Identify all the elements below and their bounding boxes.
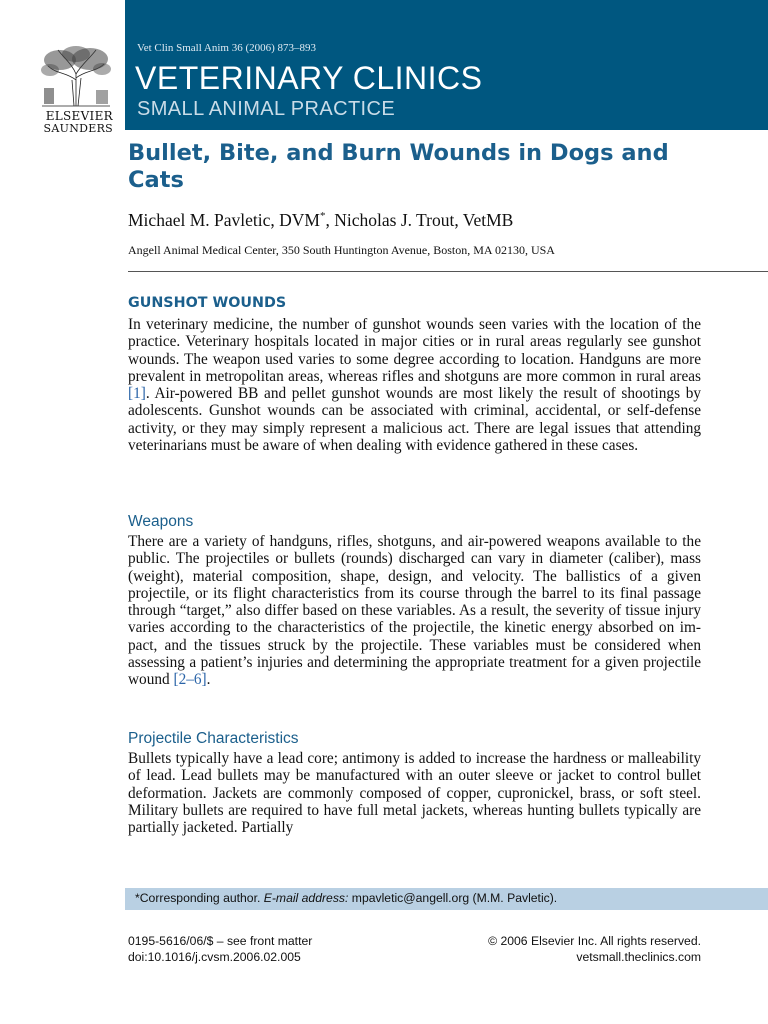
corresponding-author-footnote	[135, 891, 557, 905]
author-2: Nicholas J. Trout, VetMB	[334, 210, 514, 230]
author-separator: ,	[325, 210, 335, 230]
publisher-logo	[0, 0, 125, 140]
subsection-heading-weapons: Weapons	[128, 513, 194, 530]
journal-citation: Vet Clin Small Anim 36 (2006) 873–893	[137, 42, 317, 54]
website-link[interactable]: vetsmall.theclinics.com	[576, 950, 701, 964]
front-matter-info	[128, 933, 312, 965]
copyright-line: © 2006 Elsevier Inc. All rights reserved.	[488, 934, 701, 948]
article-title: Bullet, Bite, and Burn Wounds in Dogs and Cats	[128, 140, 669, 193]
paragraph-text: .	[206, 671, 211, 689]
journal-banner	[125, 0, 768, 130]
author-1: Michael M. Pavletic, DVM	[128, 210, 320, 230]
footnote-prefix: *Corresponding author.	[135, 891, 264, 905]
journal-title: VETERINARY CLINICS	[135, 60, 483, 96]
journal-subtitle: SMALL ANIMAL PRACTICE	[137, 98, 396, 120]
paragraph-text: There are a variety of handguns, rifles, shotguns, and air-powered weapons available to the public. The projectiles or bullets (rounds) discharged can vary in diameter (caliber), mass (weight), material composition, shape, design, and velocity. The ballistics of a given projectile, or its flight characteristics from its course through the barrel to its final passage through “target,” also differ based on these variables. As a result, the severity of tissue injury varies according to the characteristics of the projectile, the kinetic energy absorbed on impact, and the tissues struck by the projectile. These variables must be considered when assessing a patient’s injuries and determining the appropriate treatment for a given projectile wound	[128, 533, 701, 689]
email-value: mpavletic@angell.org (M.M. Pavletic).	[348, 891, 558, 905]
issn-line: 0195-5616/06/$ – see front matter	[128, 934, 313, 948]
paragraph-projectile: Bullets typically have a lead core; antimony is added to increase the hardness or malleability of lead. Lead bullets may be manufactured with an outer sleeve or jacket to control bullet deformation. Jackets are commonly composed of copper, cupronickel, brass, or soft steel. Military bullets are required to have full metal jackets, whereas hunting bullets typically are partially jacketed. Partially	[128, 750, 701, 837]
section-heading-gunshot: GUNSHOT WOUNDS	[128, 295, 287, 311]
elsevier-tree-icon	[38, 44, 114, 108]
affiliation: Angell Animal Medical Center, 350 South Huntington Avenue, Boston, MA 02130, USA	[128, 243, 555, 257]
doi-line: doi:10.1016/j.cvsm.2006.02.005	[128, 950, 301, 964]
paragraph-gunshot	[128, 316, 701, 454]
author-list	[128, 210, 513, 231]
header-divider	[128, 271, 768, 272]
paragraph-text: In veterinary medicine, the number of gunshot wounds seen varies with the location of the practice. Veterinary hospitals located in major cities or in rural areas regularly see gunshot wounds. The weapon used varies to some degree according to location. Handguns are more prevalent in metropolitan areas, whereas rifles and shotguns are more common in rural areas	[128, 316, 701, 385]
subsection-heading-projectile: Projectile Characteristics	[128, 730, 299, 747]
paragraph-text: . Air-powered BB and pellet gunshot wounds are most likely the result of shootings by adolescents. Gunshot wounds can be associated with criminal, accidental, or self-defense activity, or they may simply represent a malicious act. There are legal issues that attending veterinarians must be aware of when dealing with evidence gathered in these cases.	[128, 385, 701, 455]
reference-link-2-6[interactable]: [2–6]	[173, 671, 207, 689]
corresponding-author-mark: *	[319, 210, 326, 223]
email-label: E-mail address:	[263, 891, 349, 905]
copyright-info	[400, 933, 701, 965]
reference-link-1[interactable]: [1]	[128, 385, 146, 403]
paragraph-weapons	[128, 533, 701, 689]
footnote-band	[125, 888, 768, 910]
publisher-imprint: SAUNDERS	[43, 122, 113, 135]
publisher-name: ELSEVIER	[45, 109, 113, 123]
